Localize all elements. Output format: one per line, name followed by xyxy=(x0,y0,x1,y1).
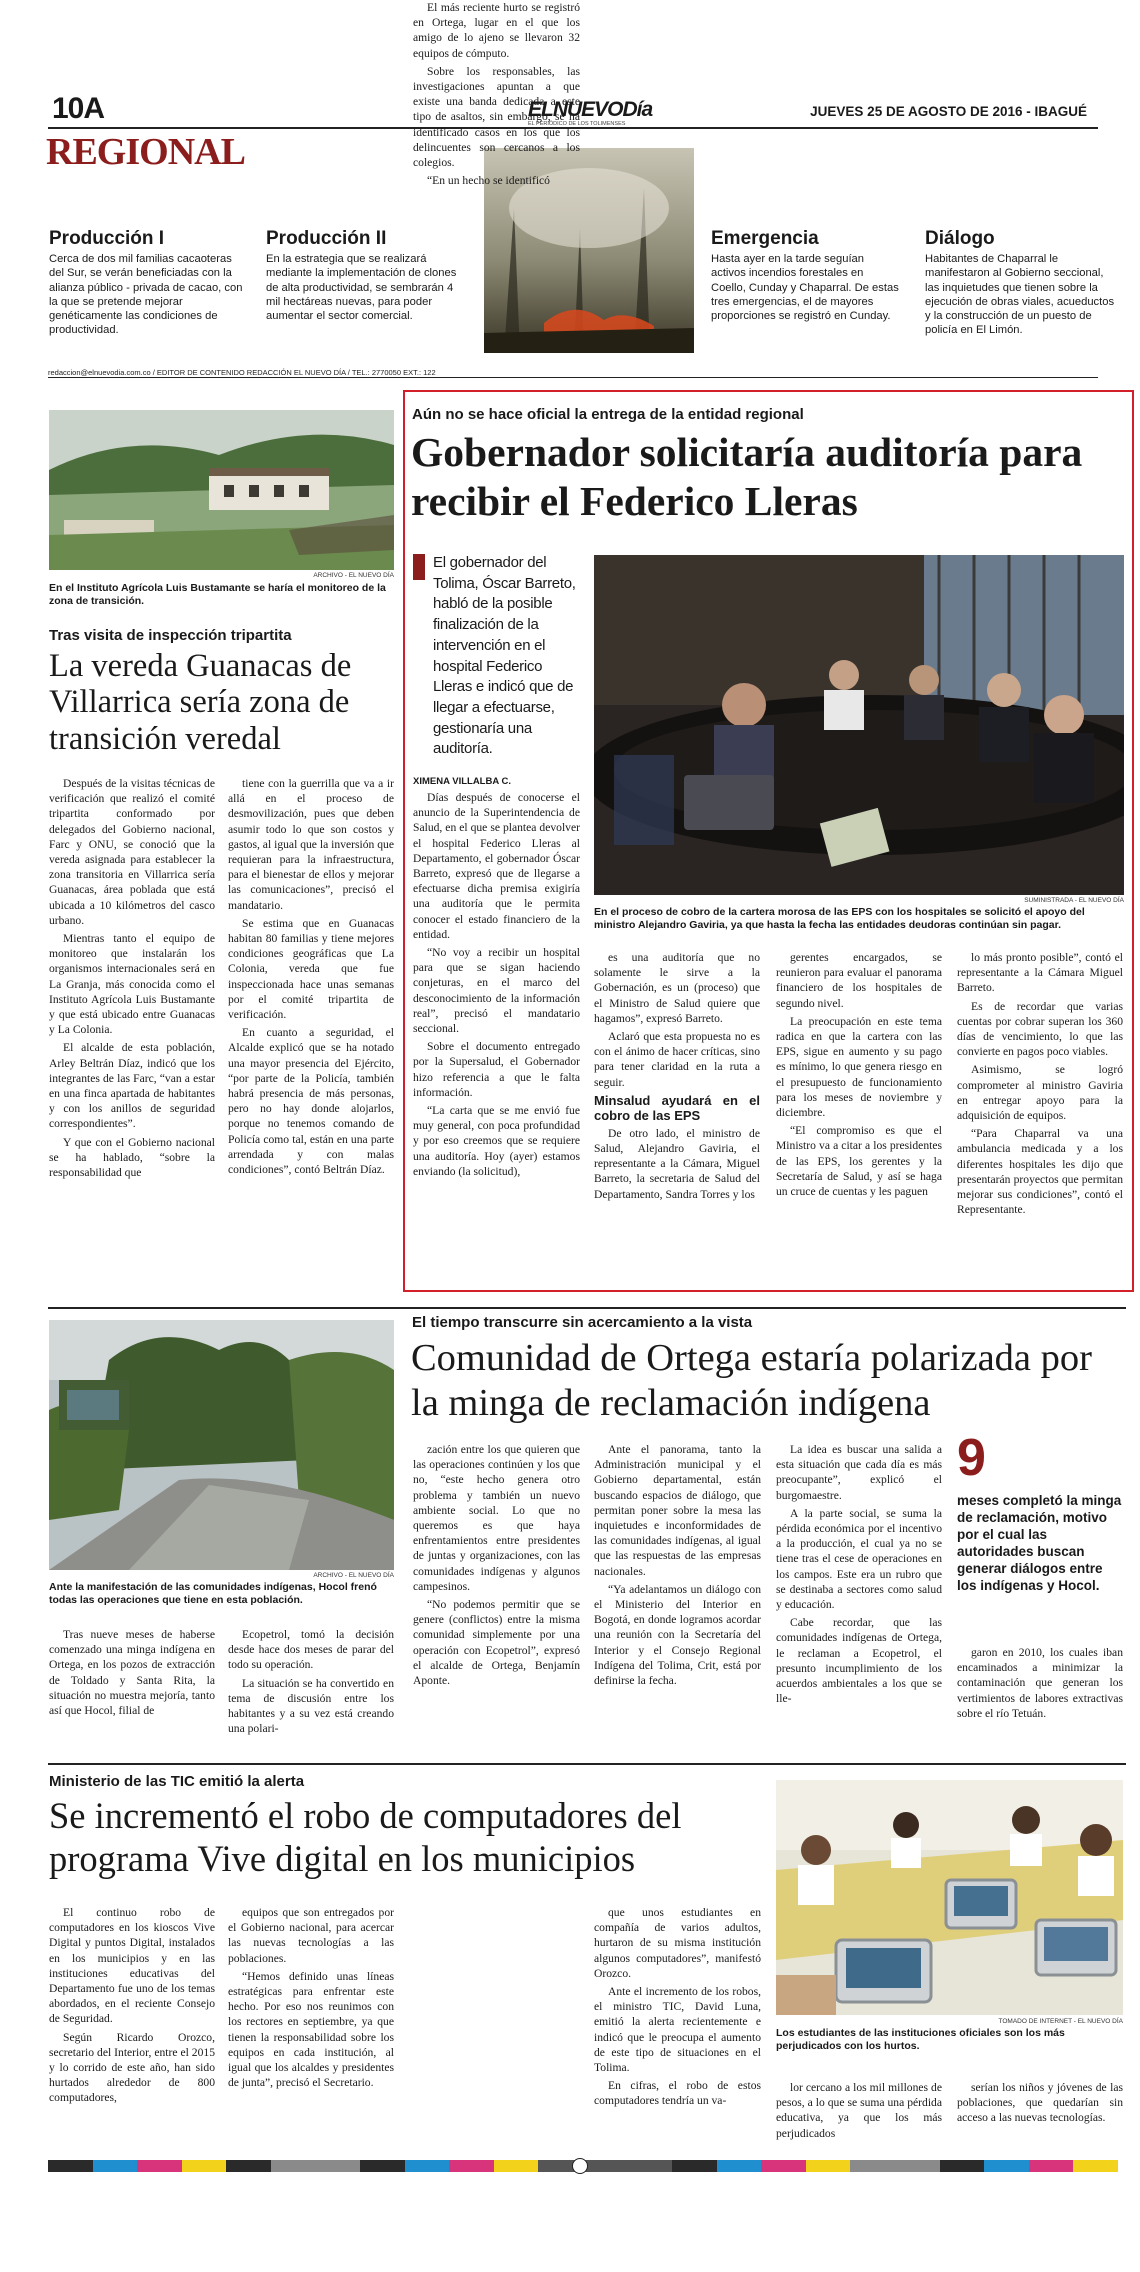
paragraph: “Para Chaparral va una ambulancia medicada y a los diferentes hospitales les dijo que presentarán proyectos que permitan mejorar sus condiciones”, contó el Representante. xyxy=(957,1127,1123,1217)
teaser-title: Producción II xyxy=(266,228,387,249)
story-kicker: El tiempo transcurre sin acercamiento a la vista xyxy=(412,1314,753,1331)
paragraph: Cabe recordar, que las comunidades indígenas de Ortega, le reclaman a Ecopetrol, el presunto incumplimiento de los acuerdos ambientales a los que se lle- xyxy=(776,1616,942,1706)
ortega-column-6 xyxy=(957,1645,1123,1724)
paragraph: Según Ricardo Orozco, secretario del Interior, entre el 2015 y lo corrido de este año, han sido hurtados alrededor de 800 computadores, xyxy=(49,2030,215,2105)
logo-tagline: EL PERIÓDICO DE LOS TOLIMENSES xyxy=(528,121,626,127)
guanacas-column-1 xyxy=(49,776,215,1183)
logo-text: ELNUEVODía xyxy=(528,98,653,121)
school-photo xyxy=(49,410,394,570)
paragraph: Y que con el Gobierno nacional se ha hablado, “sobre la responsabilidad que xyxy=(49,1135,215,1180)
teaser-produccion-2 xyxy=(266,228,466,323)
teaser-title: Emergencia xyxy=(711,228,819,249)
ortega-column-4 xyxy=(594,1442,761,1691)
ortega-column-5 xyxy=(776,1442,942,1709)
photo-credit: SUMINISTRADA - EL NUEVO DÍA xyxy=(1024,897,1124,904)
paragraph: Ecopetrol, tomó la decisión desde hace dos meses de parar del todo su operación. xyxy=(228,1628,394,1672)
paragraph: En cuanto a seguridad, el Alcalde explicó que se ha notado una mayor presencia del Ejército, “por parte de la Policía, también habrá presencia de más personas, pero no hay donde alojarlos, porque no tenemos comando de Policía como tal, están en una parte arrendada y con malas condiciones”, contó Beltrán Díaz. xyxy=(228,1026,394,1177)
section-rule xyxy=(48,1307,1126,1309)
paragraph: “En un hecho se identificó xyxy=(427,174,550,188)
teaser-title: Diálogo xyxy=(925,228,995,249)
paragraph: Es de recordar que varias cuentas por cobrar superan los 360 días de vencimiento, lo que las convierte en pagos poco viables. xyxy=(957,999,1123,1059)
paragraph: Tras nueve meses de haberse comenzado una minga indígena en Ortega, en los pozos de extracción de Toldado y Santa Rita, la situación no muestra mejoría, tanto así que Hocol, filial de xyxy=(49,1628,215,1718)
subheading: Minsalud ayudará en el cobro de las EPS xyxy=(594,1092,760,1123)
teaser-text: Cerca de dos mil familias cacaoteras del Sur, se verán beneficiadas con la alianza público - privada de cacao, con la que se pretende mejorar genéticamente las condiciones de productividad. xyxy=(49,253,243,337)
teaser-produccion-1 xyxy=(49,228,249,338)
story-kicker: Tras visita de inspección tripartita xyxy=(49,627,292,644)
story-headline: Gobernador solicitaría auditoría para recibir el Federico Lleras xyxy=(411,429,1083,524)
classroom-photo xyxy=(776,1780,1123,2015)
paragraph: Sobre los responsables, las investigaciones apuntan a que existe una banda dedicada a este tipo de asaltos, sin embargo, se ha identificado casos en los que los delincuentes son cercanos a los colegios. xyxy=(413,64,580,170)
photo-credit: TOMADO DE INTERNET - EL NUEVO DÍA xyxy=(998,2018,1123,2025)
paragraph: zación entre los que quieren que las operaciones continúen y los que no, “este hecho genera otro problema y también un nuevo ambiente social. Lo que no queremos es que haya enfrentamientos entre presidentes de juntas y organizaciones, con las comunidades indígenas y algunos campesinos. xyxy=(413,1443,580,1593)
paragraph: “La carta que se me envió fue muy general, con poca profundidad y por eso creemos que se requiere una auditoría. Hoy (ayer) estamos enviando (la solicitud), xyxy=(413,1104,580,1178)
guanacas-column-2 xyxy=(228,776,394,1180)
paragraph: El alcalde de esta población, Arley Beltrán Díaz, indicó que los integrantes de las Farc, “van a estar en una finca apartada de habitantes y con los anillos de seguridad correspondientes”. xyxy=(49,1041,215,1131)
teaser-emergencia xyxy=(711,228,901,323)
paragraph: Mientras tanto el equipo de monitoreo que instalarán los organismos internacionales será en La Granja, más conocida como el Instituto Agrícola Luis Bustamante y que está ubicado entre Guanacas y La Colonia. xyxy=(49,932,215,1037)
tic-column-1 xyxy=(49,1905,215,2109)
paragraph: De otro lado, el ministro de Salud, Alejandro Gaviria, el representante a la Cámara, Miguel Barreto, la secretaria de Salud del Departamento, Sandra Torres y los xyxy=(594,1126,760,1201)
tic-column-5 xyxy=(776,2080,942,2144)
paragraph: Días después de conocerse el anuncio de la Superintendencia de Salud, en el que se plantea devolver el hospital Federico Lleras al Departamento, el gobernador Óscar Barreto, expresó que de llegarse a efectuarse dicha premisa exigiría una auditoría que le permita conocer el estado financiero de la entidad. xyxy=(413,791,580,941)
paragraph: garon en 2010, los cuales iban encaminados a minimizar la contaminación que generan los vertimientos de labores extractivas sobre el río Tetuán. xyxy=(957,1646,1123,1720)
photo-caption: En el Instituto Agrícola Luis Bustamante se haría el monitoreo de la zona de transición. xyxy=(49,582,386,607)
lead-marker xyxy=(413,554,425,580)
paragraph: En cifras, el robo de estos computadores tendría un va- xyxy=(594,2079,761,2108)
paragraph: lor cercano a los mil millones de pesos, a lo que se suma una pérdida educativa, ya que los más perjudicados xyxy=(776,2081,942,2140)
paragraph: equipos que son entregados por el Gobierno nacional, para acercar las nuevas tecnologías a las poblaciones. xyxy=(228,1906,394,1965)
paragraph: Sobre el documento entregado por la Supersalud, el Gobernador hizo referencia a que le falta información. xyxy=(413,1040,580,1099)
ortega-column-2 xyxy=(228,1627,394,1739)
contact-rule xyxy=(48,377,1098,378)
paragraph: gerentes encargados, se reunieron para evaluar el panorama financiero de los hospitales de segundo nivel. xyxy=(776,951,942,1010)
paragraph: tiene con la guerrilla que va a ir allá en el proceso de desmovilización, pues que deben asumir todo lo que son costos y gastos, al igual que la inversión que requieran para la infraestructura, para el bienestar de ellos y mejorar las comunicaciones”, precisó el mandatario. xyxy=(228,777,394,912)
paragraph: lo más pronto posible”, contó el representante a la Cámara Miguel Barreto. xyxy=(957,951,1123,995)
paragraph: La preocupación en este tema radica en que la cartera con las EPS, sigue en aumento y su pago es mínimo, lo que genera riesgo en el presupuesto de funcionamiento para los meses de noviembre y diciembre. xyxy=(776,1014,942,1120)
section-rule xyxy=(48,1763,1126,1765)
ortega-column-3 xyxy=(413,1442,580,1691)
tic-column-4 xyxy=(594,1905,761,2112)
tic-column-6 xyxy=(957,2080,1123,2129)
photo-caption: Ante la manifestación de las comunidades indígenas, Hocol frenó todas las operaciones que tiene en esta población. xyxy=(49,1581,377,1606)
issue-date: JUEVES 25 DE AGOSTO DE 2016 - IBAGUÉ xyxy=(810,104,1087,119)
story-headline: Comunidad de Ortega estaría polarizada por la minga de reclamación indígena xyxy=(411,1337,1092,1424)
paragraph: “El compromiso es que el Ministro va a citar a los presidentes de las EPS, los gerentes y la Secretaría de Salud, y así se haga un cruce de cuentas y les paguen xyxy=(776,1124,942,1199)
paragraph: “No podemos permitir que se genere (conflictos) entre la misma comunidad simplemente por una operación con Ecopetrol”, expresó el alcalde de Ortega, Benjamín Aponte. xyxy=(413,1598,580,1688)
paragraph: “Hemos definido unas líneas estratégicas para enfrentar este hecho. Por eso nos reunimos con los rectores en septiembre, ya que tienen la responsabilidad sobre los equipos en cada institución, al igual que los alcaldes y presidentes de junta”, precisó el Secretario. xyxy=(228,1969,394,2090)
story-kicker: Aún no se hace oficial la entrega de la entidad regional xyxy=(412,406,804,423)
teaser-text: Hasta ayer en la tarde seguían activos incendios forestales en Coello, Cunday y Chaparral. De estas tres emergencias, el de mayores proporciones se registró en Cunday. xyxy=(711,253,899,323)
paragraph: Ante el panorama, tanto la Administración municipal y el Gobierno departamental, están buscando espacios de diálogo, que permitan poner sobre la mesa las inquietudes e inconformidades de las comunidades indígenas, al igual que las respuestas de las empresas nacionales. xyxy=(594,1443,761,1578)
paragraph: A la parte social, se suma la pérdida económica por el incentivo a la producción, el cual ya no se tiene tras el cese de operaciones en los campos. Este era un rubro que se destinaba a sectores como salud y educación. xyxy=(776,1506,942,1612)
contact-line: redaccion@elnuevodia.com.co / EDITOR DE CONTENIDO REDACCIÓN EL NUEVO DÍA / TEL.: 2770050 EXT.: 122 xyxy=(48,368,436,377)
story-kicker: Ministerio de las TIC emitió la alerta xyxy=(49,1773,305,1790)
tic-column-2 xyxy=(228,1905,394,2093)
paragraph: El continuo robo de computadores en los kioscos Vive Digital y puntos Digital, instalados en los municipios y en las instituciones educativas del Departamento fue uno de los temas abordados, en el reciente Consejo de Seguridad. xyxy=(49,1906,215,2026)
teaser-dialogo xyxy=(925,228,1120,338)
paragraph: Se estima que en Guanacas habitan 80 familias y tiene mejores condiciones geográficas que La Colonia, vereda que fue inspeccionada hace unas semanas por el comité tripartita de verificación. xyxy=(228,916,394,1022)
paragraph: “Ya adelantamos un diálogo con el Ministerio del Interior en Bogotá, en donde logramos acordar una reunión con la Secretaría del Interior y el Consejo Regional Indígena del Tolima, Crit, está por definirse la fecha. xyxy=(594,1582,761,1688)
paragraph: “No voy a recibir un hospital para que se sigan haciendo conjeturas, en el marco del desconocimiento de la información real”, precisó el mandatario seccional. xyxy=(413,946,580,1036)
paragraph: Después de la visitas técnicas de verificación que realizó el comité tripartita conformado por delegados del Gobierno nacional, Farc y ONU, se conoció que la vereda asignada para establecer la zona transitoria en Villarrica sería Guanacas, área poblada que está ubicada a 10 kilómetros del casco urbano. xyxy=(49,777,215,927)
lleras-column-1 xyxy=(413,790,580,1182)
lleras-column-3 xyxy=(776,950,942,1202)
factoid-number: 9 xyxy=(957,1429,986,1487)
section-title: REGIONAL xyxy=(46,131,245,173)
factoid-text: meses completó la minga de reclamación, motivo por el cual las autoridades buscan generar diálogos entre los indígenas y Hocol. xyxy=(957,1493,1122,1593)
teaser-title: Producción I xyxy=(49,228,165,249)
paragraph: es una auditoría que no solamente le sirve a la Gobernación, es un (proceso) que el Ministro de Salud quiere que hagamos”, expresó Barreto. xyxy=(594,951,760,1025)
lleras-column-4 xyxy=(957,950,1123,1220)
teaser-text: Habitantes de Chaparral le manifestaron al Gobierno seccional, las inquietudes que tienen sobre la ejecución de obras viales, acueductos y la construcción de un puesto de policía en El Limón. xyxy=(925,253,1115,337)
paragraph: que unos estudiantes en compañía de varios adultos, hurtaron de su misma institución algunos computadores”, manifestó Orozco. xyxy=(594,1906,761,1980)
registration-mark-icon xyxy=(572,2158,588,2174)
paragraph: La situación se ha convertido en tema de discusión entre los habitantes y a su vez está creando una polari- xyxy=(228,1676,394,1736)
teaser-text: En la estrategia que se realizará mediante la implementación de clones de alta productividad, se sembrarán 4 mil hectáreas nuevas, para poder aumentar el sector comercial. xyxy=(266,253,457,323)
page-number: 10A xyxy=(52,92,105,125)
photo-credit: ARCHIVO - EL NUEVO DÍA xyxy=(313,1572,394,1579)
lleras-column-2 xyxy=(594,950,760,1205)
tic-column-3 xyxy=(413,0,580,191)
photo-credit: ARCHIVO - EL NUEVO DÍA xyxy=(313,572,394,579)
story-lead: El gobernador del Tolima, Óscar Barreto, habló de la posible finalización de la intervención en el hospital Federico Lleras e indicó que de llegar a efectuarse, gestionaría una auditoría. xyxy=(433,554,576,758)
paragraph: serían los niños y jóvenes de las poblaciones, que quedarían sin acceso a las nuevas tecnologías. xyxy=(957,2081,1123,2125)
paragraph: El más reciente hurto se registró en Ortega, lugar en el que los amigo de lo ajeno se llevaron 32 equipos de cómputo. xyxy=(413,1,580,60)
paragraph: La idea es buscar una salida a esta situación que cada día es más preocupante”, explicó el burgomaestre. xyxy=(776,1443,942,1502)
paragraph: Aclaró que esta propuesta no es con el ánimo de hacer críticas, sino para tener claridad en la ruta a seguir. xyxy=(594,1030,760,1089)
meeting-photo xyxy=(594,555,1124,895)
photo-caption: Los estudiantes de las instituciones oficiales son los más perjudicados con los hurtos. xyxy=(776,2027,1065,2052)
byline: XIMENA VILLALBA C. xyxy=(413,776,511,787)
road-photo xyxy=(49,1320,394,1570)
story-headline: La vereda Guanacas de Villarrica sería zona de transición veredal xyxy=(49,648,352,757)
paragraph: Ante el incremento de los robos, el ministro TIC, David Luna, emitió la alerta recientemente e indicó que le preocupa el aumento de este tipo de situaciones en el Tolima. xyxy=(594,1985,761,2075)
story-headline: Se incrementó el robo de computadores del programa Vive digital en los municipios xyxy=(49,1795,682,1879)
photo-caption: En el proceso de cobro de la cartera morosa de las EPS con los hospitales se solicitó el apoyo del ministro Alejandro Gaviria, ya que hasta la fecha las entidades deudoras continúan sin pagar. xyxy=(594,906,1085,931)
ortega-column-1 xyxy=(49,1627,215,1721)
paragraph: Asimismo, se logró comprometer al ministro Gaviria en entregar apoyo para la adquisición de equipos. xyxy=(957,1063,1123,1123)
